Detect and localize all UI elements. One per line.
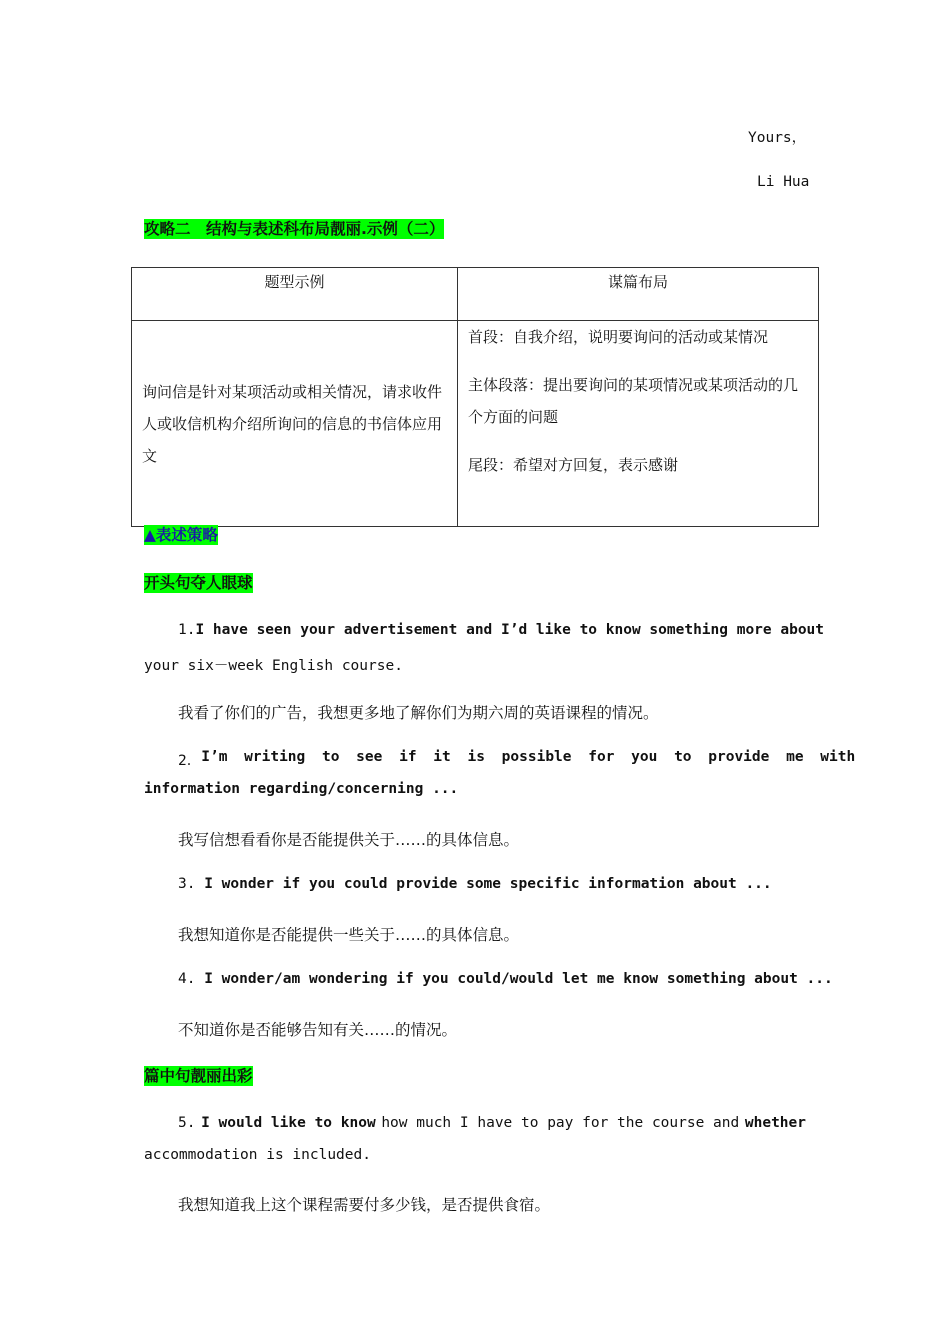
sentence-4-translation: 不知道你是否能够告知有关……的情况。 [178, 1021, 458, 1039]
opening-heading [144, 573, 253, 593]
sentence-5-bold-2: whether [744, 1115, 806, 1131]
sentence-2-line-1 [178, 749, 856, 770]
sentence-1-translation: 我看了你们的广告，我想更多地了解你们为期六周的英语课程的情况。 [178, 704, 659, 722]
section-title [144, 219, 444, 239]
sentence-2-bold: I’m writing to see if it is possible for you to provide me with [201, 749, 856, 765]
sentence-5-number: 5. [178, 1115, 196, 1131]
structure-item-first: 首段：自我介绍，说明要询问的活动或某情况 [468, 328, 769, 346]
sentence-3-bold: I wonder if you could provide some specific information about ... [204, 876, 772, 892]
sentence-5-line-1 [178, 1115, 806, 1131]
table-header-example: 题型示例 [132, 268, 458, 321]
section-title-text: 攻略二 结构与表述科布局靓丽.示例（二） [144, 220, 445, 238]
sentence-5-normal: how much I have to pay for the course and [381, 1115, 740, 1131]
sentence-3-line-1 [178, 876, 772, 892]
sentence-5-line-2: accommodation is included. [144, 1147, 371, 1163]
strategy-heading [144, 525, 218, 545]
middle-heading-text: 篇中句靓丽出彩 [144, 1067, 253, 1085]
strategy-heading-text: ▲表述策略 [144, 526, 218, 544]
table-body-row [132, 321, 819, 527]
sentence-1-line-1 [178, 622, 825, 638]
table-header-row [132, 268, 819, 321]
middle-heading [144, 1066, 253, 1086]
closing-name: Li Hua [757, 174, 810, 190]
sentence-1-line-2: your six－week English course. [144, 658, 403, 674]
sentence-5-translation: 我想知道我上这个课程需要付多少钱，是否提供食宿。 [178, 1196, 551, 1214]
table-cell-structure [458, 321, 819, 527]
sentence-3-number: 3. [178, 876, 196, 892]
sentence-2-translation: 我写信想看看你是否能提供关于……的具体信息。 [178, 831, 520, 849]
sentence-4-line-1 [178, 971, 833, 987]
opening-heading-text: 开头句夺人眼球 [144, 574, 253, 592]
sentence-4-bold: I wonder/am wondering if you could/would let me know something about ... [204, 971, 833, 987]
sentence-2-number: 2． [178, 753, 202, 769]
sentence-5-bold-1: I would like to know [201, 1115, 376, 1131]
structure-item-last: 尾段：希望对方回复，表示感谢 [468, 456, 679, 474]
structure-item-body: 主体段落：提出要询问的某项情况或某项活动的几个方面的问题 [468, 376, 799, 426]
sentence-3-translation: 我想知道你是否能提供一些关于……的具体信息。 [178, 926, 520, 944]
sentence-1-bold: I have seen your advertisement and I’d like to know something more about [195, 622, 825, 638]
layout-table [131, 267, 819, 527]
sentence-2-line-2: information regarding/concerning ... [144, 781, 459, 797]
table-cell-description: 询问信是针对某项活动或相关情况，请求收件人或收信机构介绍所询问的信息的书信体应用文 [132, 321, 458, 527]
table-header-layout: 谋篇布局 [458, 268, 819, 321]
sentence-1-number: 1. [178, 622, 196, 638]
sentence-4-number: 4. [178, 971, 196, 987]
closing-yours: Yours， [748, 130, 807, 146]
